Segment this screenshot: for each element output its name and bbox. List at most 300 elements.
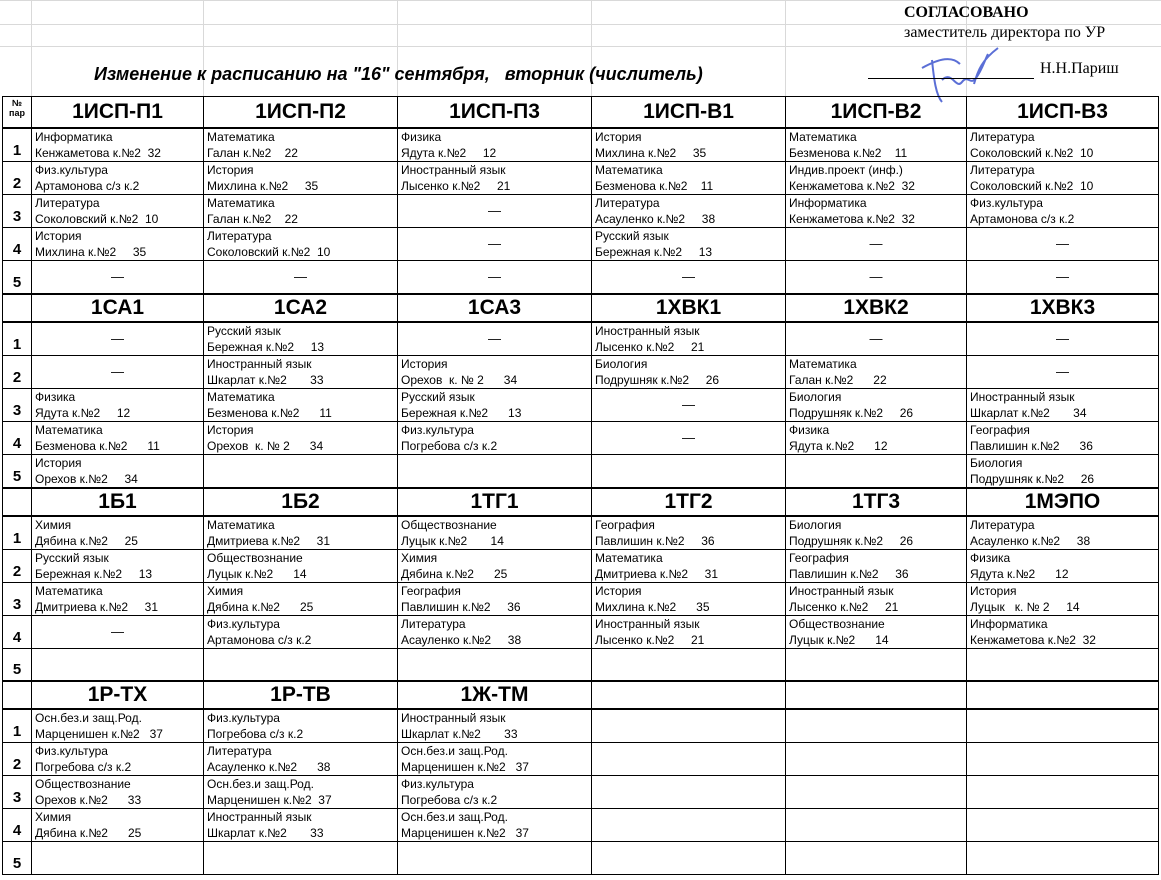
lesson-cell <box>32 516 204 550</box>
teacher-room: Бережная к.№2 13 <box>595 244 713 259</box>
pair-number: 1 <box>3 128 32 162</box>
lesson-cell <box>204 322 398 356</box>
empty-cell <box>592 842 786 875</box>
lesson-cell <box>204 161 398 194</box>
lesson-cell <box>204 709 398 743</box>
subject: Математика <box>595 550 663 565</box>
subject: Информатика <box>970 616 1048 631</box>
group-header-row <box>3 488 1159 516</box>
teacher-room: Марценишен к.№2 37 <box>207 793 332 807</box>
pair-number: 3 <box>3 194 32 227</box>
group-header-row <box>3 294 1159 322</box>
pair-number: 4 <box>3 421 32 454</box>
empty-cell <box>32 648 204 681</box>
lesson-cell <box>592 128 786 162</box>
subject: Русский язык <box>207 323 281 338</box>
lesson-cell <box>204 227 398 260</box>
pair-number: 3 <box>3 582 32 615</box>
group-name: 1ИСП-П3 <box>398 97 592 128</box>
group-name <box>592 681 786 709</box>
dash: — <box>682 429 695 445</box>
lesson-cell <box>786 128 967 162</box>
subject: Обществознание <box>401 517 497 532</box>
approver-position: заместитель директора по УР <box>904 24 1106 41</box>
pair-number: 1 <box>3 516 32 550</box>
table-row <box>3 842 1159 875</box>
subject: Физ.культура <box>401 777 474 791</box>
teacher-room: Артамонова с/з к.2 <box>207 632 312 647</box>
empty-cell <box>786 809 967 842</box>
table-row <box>3 709 1159 743</box>
lesson-cell <box>592 355 786 388</box>
subject: Химия <box>401 550 438 565</box>
subject: История <box>35 455 82 470</box>
lesson-cell <box>398 709 592 743</box>
lesson-cell <box>967 388 1159 421</box>
subject: Биология <box>789 389 842 404</box>
dash: — <box>111 268 124 284</box>
group-name: 1Б2 <box>204 488 398 516</box>
empty-cell <box>786 648 967 681</box>
lesson-cell <box>204 582 398 615</box>
dash: — <box>111 623 124 639</box>
subject: Математика <box>35 583 103 598</box>
subject: Биология <box>595 356 648 371</box>
lesson-cell <box>204 194 398 227</box>
subject: Химия <box>35 810 72 824</box>
teacher-room: Дябина к.№2 25 <box>401 566 508 581</box>
lesson-cell <box>967 421 1159 454</box>
subject: Математика <box>207 389 275 404</box>
table-row <box>3 227 1159 260</box>
subject: Иностранный язык <box>970 389 1075 404</box>
subject: Литература <box>207 228 272 243</box>
group-name: 1СА3 <box>398 294 592 322</box>
lesson-cell <box>204 743 398 776</box>
lesson-cell <box>204 388 398 421</box>
lesson-cell <box>398 582 592 615</box>
dash: — <box>488 235 501 251</box>
teacher-room: Ядута к.№2 12 <box>401 145 497 160</box>
subject: Осн.без.и защ.Род. <box>35 711 142 725</box>
teacher-room: Артамонова с/з к.2 <box>970 211 1075 226</box>
lesson-cell <box>786 549 967 582</box>
subject: Индив.проект (инф.) <box>789 162 903 177</box>
table-row <box>3 516 1159 550</box>
lesson-cell <box>398 161 592 194</box>
pair-number: 4 <box>3 615 32 648</box>
teacher-room: Погребова с/з к.2 <box>207 727 304 741</box>
subject: Русский язык <box>595 228 669 243</box>
teacher-room: Павлишин к.№2 36 <box>595 533 715 548</box>
subject: Иностранный язык <box>207 356 312 371</box>
subject: Физ.культура <box>970 195 1043 210</box>
lesson-cell <box>32 454 204 488</box>
subject: География <box>789 550 849 565</box>
teacher-room: Бережная к.№2 13 <box>35 566 153 581</box>
teacher-room: Павлишин к.№2 36 <box>401 599 521 614</box>
pair-number: 3 <box>3 388 32 421</box>
table-row <box>3 743 1159 776</box>
empty-cell <box>204 648 398 681</box>
teacher-room: Луцык к. № 2 14 <box>970 599 1080 614</box>
subject: История <box>595 583 642 598</box>
table-row <box>3 388 1159 421</box>
group-name: 1Р-ТХ <box>32 681 204 709</box>
subject: Физика <box>970 550 1011 565</box>
teacher-room: Асауленко к.№2 38 <box>970 533 1091 548</box>
group-name: 1ХВК3 <box>967 294 1159 322</box>
subject: География <box>401 583 461 598</box>
lesson-cell <box>204 615 398 648</box>
empty-cell <box>967 648 1159 681</box>
sheet-gridline <box>31 0 32 96</box>
table-row <box>3 421 1159 454</box>
lesson-cell <box>592 322 786 356</box>
table-row <box>3 322 1159 356</box>
teacher-room: Ядута к.№2 12 <box>35 405 131 420</box>
subject: Литература <box>35 195 100 210</box>
table-row <box>3 355 1159 388</box>
lesson-cell <box>32 421 204 454</box>
teacher-room: Луцык к.№2 14 <box>401 533 504 548</box>
dash: — <box>682 268 695 284</box>
dash: — <box>682 396 695 412</box>
lesson-cell <box>967 454 1159 488</box>
blank-cell <box>3 294 32 322</box>
group-name: 1Б1 <box>32 488 204 516</box>
subject: Химия <box>207 583 244 598</box>
subject: Осн.без.и защ.Род. <box>401 744 508 758</box>
teacher-room: Асауленко к.№2 38 <box>595 211 716 226</box>
lesson-cell <box>592 615 786 648</box>
table-row <box>3 776 1159 809</box>
lesson-cell <box>32 388 204 421</box>
teacher-room: Безменова к.№2 11 <box>35 438 160 453</box>
blank-cell <box>3 488 32 516</box>
teacher-room: Марценишен к.№2 37 <box>401 760 529 774</box>
subject: Литература <box>970 129 1035 144</box>
lesson-cell <box>32 194 204 227</box>
teacher-room: Михлина к.№2 35 <box>595 145 707 160</box>
empty-cell <box>204 454 398 488</box>
empty-cell <box>398 648 592 681</box>
teacher-room: Луцык к.№2 14 <box>207 566 307 581</box>
no-lesson-cell <box>786 322 967 356</box>
teacher-room: Орехов к. № 2 34 <box>401 372 518 387</box>
table-row <box>3 648 1159 681</box>
subject: География <box>970 422 1030 437</box>
lesson-cell <box>398 388 592 421</box>
no-lesson-cell <box>592 421 786 454</box>
pair-number: 5 <box>3 648 32 681</box>
subject: География <box>595 517 655 532</box>
teacher-room: Дмитриева к.№2 31 <box>207 533 331 548</box>
table-row <box>3 454 1159 488</box>
teacher-room: Кенжаметова к.№2 32 <box>35 145 161 160</box>
subject: Математика <box>789 356 857 371</box>
group-name: 1ИСП-В1 <box>592 97 786 128</box>
dash: — <box>1056 268 1069 284</box>
subject: Иностранный язык <box>207 810 312 824</box>
lesson-cell <box>32 776 204 809</box>
teacher-room: Шкарлат к.№2 33 <box>401 727 518 741</box>
group-name <box>786 681 967 709</box>
lesson-cell <box>398 516 592 550</box>
lesson-cell <box>32 743 204 776</box>
teacher-room: Орехов к.№2 34 <box>35 471 138 486</box>
table-row <box>3 549 1159 582</box>
subject: Биология <box>970 455 1023 470</box>
subject: Литература <box>207 744 272 758</box>
dash: — <box>488 202 501 218</box>
subject: Иностранный язык <box>401 162 506 177</box>
group-name: 1ТГ3 <box>786 488 967 516</box>
page-title: Изменение к расписанию на "16" сентября, вторник (числитель) <box>94 64 703 84</box>
subject: Осн.без.и защ.Род. <box>207 777 314 791</box>
lesson-cell <box>398 615 592 648</box>
empty-cell <box>592 454 786 488</box>
subject: Математика <box>789 129 857 144</box>
teacher-room: Михлина к.№2 35 <box>207 178 319 193</box>
group-name: 1ИСП-П2 <box>204 97 398 128</box>
no-lesson-cell <box>204 260 398 294</box>
signature-line <box>868 78 1034 79</box>
lesson-cell <box>398 776 592 809</box>
lesson-cell <box>204 128 398 162</box>
lesson-cell <box>786 615 967 648</box>
teacher-room: Погребова с/з к.2 <box>401 793 498 807</box>
teacher-room: Марценишен к.№2 37 <box>401 826 529 840</box>
lesson-cell <box>398 128 592 162</box>
subject: История <box>970 583 1017 598</box>
subject: Обществознание <box>207 550 303 565</box>
dash: — <box>111 363 124 379</box>
lesson-cell <box>398 421 592 454</box>
no-lesson-cell <box>967 355 1159 388</box>
subject: Математика <box>207 195 275 210</box>
lesson-cell <box>592 582 786 615</box>
subject: Информатика <box>789 195 867 210</box>
lesson-cell <box>786 421 967 454</box>
no-lesson-cell <box>398 227 592 260</box>
lesson-cell <box>204 516 398 550</box>
teacher-room: Соколовский к.№2 10 <box>970 145 1094 160</box>
no-lesson-cell <box>398 260 592 294</box>
subject: Информатика <box>35 129 113 144</box>
empty-cell <box>204 842 398 875</box>
subject: Русский язык <box>35 550 109 565</box>
blank-cell <box>3 681 32 709</box>
lesson-cell <box>204 776 398 809</box>
teacher-room: Дябина к.№2 25 <box>35 826 142 840</box>
teacher-room: Орехов к. № 2 34 <box>207 438 324 453</box>
subject: Обществознание <box>35 777 131 791</box>
subject: Математика <box>207 517 275 532</box>
teacher-room: Бережная к.№2 13 <box>207 339 325 354</box>
lesson-cell <box>204 549 398 582</box>
table-row <box>3 615 1159 648</box>
approval-heading: СОГЛАСОВАНО <box>904 4 1029 21</box>
pair-number: 2 <box>3 161 32 194</box>
group-name <box>967 681 1159 709</box>
group-header-row <box>3 97 1159 128</box>
teacher-room: Орехов к.№2 33 <box>35 793 142 807</box>
subject: История <box>35 228 82 243</box>
subject: Литература <box>401 616 466 631</box>
empty-cell <box>967 743 1159 776</box>
lesson-cell <box>204 355 398 388</box>
empty-cell <box>786 776 967 809</box>
empty-cell <box>967 809 1159 842</box>
lesson-cell <box>32 549 204 582</box>
dash: — <box>1056 330 1069 346</box>
lesson-cell <box>967 516 1159 550</box>
lesson-cell <box>592 227 786 260</box>
dash: — <box>111 330 124 346</box>
pair-number: 4 <box>3 227 32 260</box>
empty-cell <box>592 743 786 776</box>
no-lesson-cell <box>967 227 1159 260</box>
teacher-room: Подрушняк к.№2 26 <box>789 533 914 548</box>
subject: Физ.культура <box>35 744 108 758</box>
teacher-room: Павлишин к.№2 36 <box>970 438 1093 453</box>
empty-cell <box>967 842 1159 875</box>
subject: Обществознание <box>789 616 885 631</box>
pair-number: 2 <box>3 743 32 776</box>
lesson-cell <box>592 549 786 582</box>
lesson-cell <box>398 809 592 842</box>
dash: — <box>488 330 501 346</box>
no-lesson-cell <box>32 355 204 388</box>
dash: — <box>1056 363 1069 379</box>
table-row <box>3 194 1159 227</box>
lesson-cell <box>32 709 204 743</box>
pair-number: 1 <box>3 322 32 356</box>
no-lesson-cell <box>786 227 967 260</box>
lesson-cell <box>592 194 786 227</box>
pair-number: 2 <box>3 549 32 582</box>
teacher-room: Подрушняк к.№2 26 <box>970 471 1095 486</box>
no-lesson-cell <box>398 322 592 356</box>
lesson-cell <box>398 355 592 388</box>
dash: — <box>294 268 307 284</box>
teacher-room: Кенжаметова к.№2 32 <box>789 211 915 226</box>
empty-cell <box>592 648 786 681</box>
pair-number: 2 <box>3 355 32 388</box>
empty-cell <box>967 709 1159 743</box>
group-name: 1ХВК1 <box>592 294 786 322</box>
empty-cell <box>786 454 967 488</box>
teacher-room: Кенжаметова к.№2 32 <box>789 178 915 193</box>
lesson-cell <box>32 809 204 842</box>
group-name: 1Р-ТВ <box>204 681 398 709</box>
lesson-cell <box>786 582 967 615</box>
subject: Физика <box>789 422 830 437</box>
teacher-room: Шкарлат к.№2 33 <box>207 372 324 387</box>
teacher-room: Соколовский к.№2 10 <box>970 178 1094 193</box>
no-lesson-cell <box>967 260 1159 294</box>
lesson-cell <box>967 582 1159 615</box>
group-name: 1ИСП-В2 <box>786 97 967 128</box>
dash: — <box>869 268 883 284</box>
teacher-room: Михлина к.№2 35 <box>35 244 147 259</box>
teacher-room: Михлина к.№2 35 <box>595 599 710 614</box>
lesson-cell <box>592 161 786 194</box>
subject: Физ.культура <box>401 422 474 437</box>
teacher-room: Ядута к.№2 12 <box>970 566 1069 581</box>
group-name: 1СА2 <box>204 294 398 322</box>
table-row <box>3 809 1159 842</box>
teacher-room: Дмитриева к.№2 31 <box>595 566 719 581</box>
subject: Осн.без.и защ.Род. <box>401 810 508 824</box>
group-name: 1ХВК2 <box>786 294 967 322</box>
no-lesson-cell <box>398 194 592 227</box>
subject: История <box>207 422 254 437</box>
empty-cell <box>592 809 786 842</box>
no-lesson-cell <box>592 388 786 421</box>
group-name: 1Ж-ТМ <box>398 681 592 709</box>
teacher-room: Погребова с/з к.2 <box>35 760 132 774</box>
subject: Иностранный язык <box>789 583 894 598</box>
empty-cell <box>398 842 592 875</box>
teacher-room: Лысенко к.№2 21 <box>789 599 899 614</box>
pair-number: 3 <box>3 776 32 809</box>
table-row <box>3 582 1159 615</box>
teacher-room: Подрушняк к.№2 26 <box>595 372 720 387</box>
lesson-cell <box>32 582 204 615</box>
teacher-room: Артамонова с/з к.2 <box>35 178 140 193</box>
teacher-room: Погребова с/з к.2 <box>401 438 498 453</box>
teacher-room: Лысенко к.№2 21 <box>401 178 511 193</box>
empty-cell <box>786 709 967 743</box>
empty-cell <box>32 842 204 875</box>
teacher-room: Луцык к.№2 14 <box>789 632 889 647</box>
schedule-table <box>2 96 1159 875</box>
group-name: 1ТГ1 <box>398 488 592 516</box>
lesson-cell <box>398 549 592 582</box>
subject: Иностранный язык <box>595 616 700 631</box>
teacher-room: Безменова к.№2 11 <box>595 178 714 193</box>
pair-number-header: № пар <box>3 97 32 128</box>
pair-number: 5 <box>3 260 32 294</box>
teacher-room: Галан к.№2 22 <box>207 145 298 160</box>
lesson-cell <box>592 516 786 550</box>
subject: История <box>595 129 642 144</box>
teacher-room: Подрушняк к.№2 26 <box>789 405 914 420</box>
lesson-cell <box>786 388 967 421</box>
subject: Физика <box>35 389 76 404</box>
teacher-room: Кенжаметова к.№2 32 <box>970 632 1096 647</box>
teacher-room: Дябина к.№2 25 <box>35 533 138 548</box>
lesson-cell <box>398 743 592 776</box>
lesson-cell <box>786 516 967 550</box>
teacher-room: Асауленко к.№2 38 <box>207 760 331 774</box>
no-lesson-cell <box>32 322 204 356</box>
lesson-cell <box>786 194 967 227</box>
no-lesson-cell <box>786 260 967 294</box>
no-lesson-cell <box>592 260 786 294</box>
sheet-gridline <box>785 0 786 96</box>
lesson-cell <box>204 809 398 842</box>
table-row <box>3 260 1159 294</box>
empty-cell <box>398 454 592 488</box>
empty-cell <box>592 776 786 809</box>
teacher-room: Бережная к.№2 13 <box>401 405 522 420</box>
lesson-cell <box>32 161 204 194</box>
teacher-room: Галан к.№2 22 <box>207 211 298 226</box>
signer-name: Н.Н.Париш <box>1040 60 1119 77</box>
